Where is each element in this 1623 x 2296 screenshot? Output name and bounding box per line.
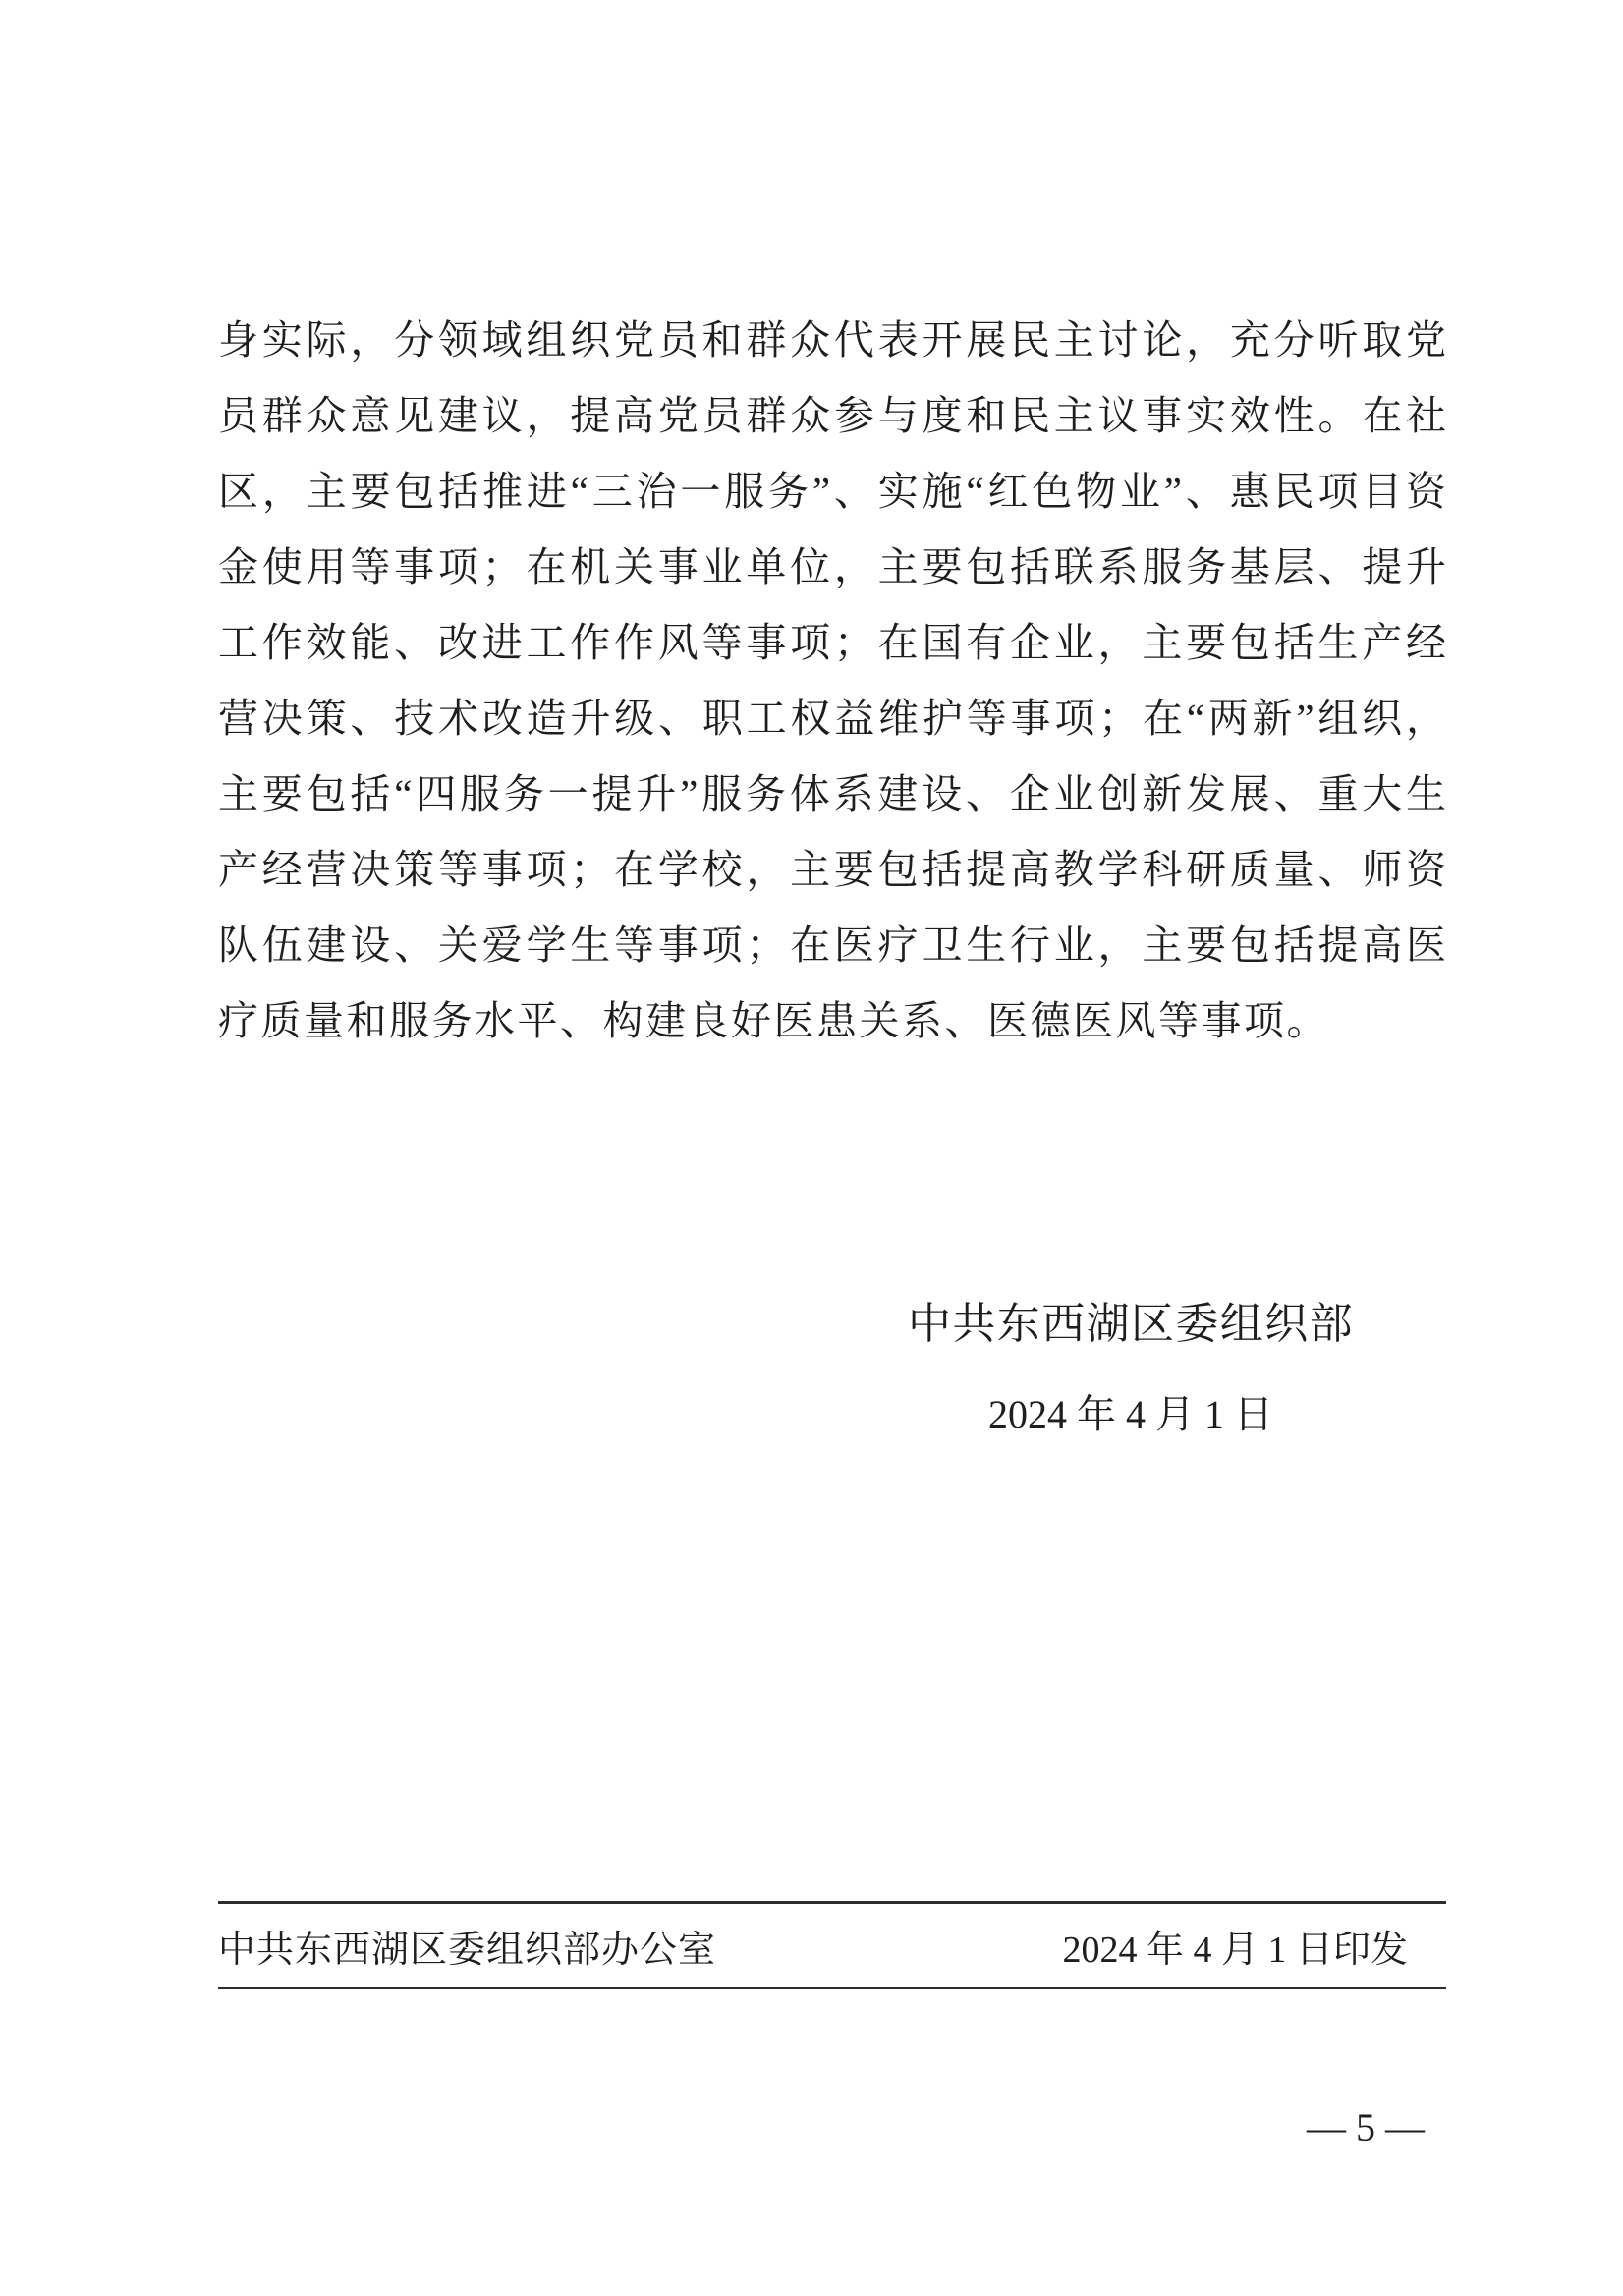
body-line-8: 产经营决策等事项；在学校，主要包括提高教学科研质量、师资 [218, 847, 1446, 892]
signature-organization: 中共东西湖区委组织部 [908, 1300, 1354, 1348]
body-line-10: 疗质量和服务水平、构建良好医患关系、医德医风等事项。 [218, 998, 1329, 1043]
signature-date: 2024 年 4 月 1 日 [988, 1392, 1273, 1436]
colophon-bar [218, 1901, 1446, 1989]
body-line-9: 队伍建设、关爱学生等事项；在医疗卫生行业，主要包括提高医 [218, 923, 1446, 968]
page-number: — 5 — [1307, 2105, 1425, 2150]
body-line-4: 金使用等事项；在机关事业单位，主要包括联系服务基层、提升 [218, 544, 1446, 589]
body-line-1: 身实际，分领域组织党员和群众代表开展民主讨论，充分听取党 [218, 317, 1446, 363]
colophon-print-date: 2024 年 4 月 1 日印发 [1062, 1929, 1408, 1971]
body-line-3: 区，主要包括推进“三治一服务”、实施“红色物业”、惠民项目资 [218, 469, 1446, 514]
body-line-6: 营决策、技术改造升级、职工权益维护等事项；在“两新”组织， [218, 696, 1446, 741]
body-line-2: 员群众意见建议，提高党员群众参与度和民主议事实效性。在社 [218, 393, 1446, 438]
body-line-5: 工作效能、改进工作作风等事项；在国有企业，主要包括生产经 [218, 620, 1446, 665]
signature-block [908, 1286, 1354, 1453]
body-paragraph [218, 303, 1446, 1059]
colophon-issuing-office: 中共东西湖区委组织部办公室 [218, 1929, 717, 1971]
body-line-7: 主要包括“四服务一提升”服务体系建设、企业创新发展、重大生 [218, 771, 1446, 816]
